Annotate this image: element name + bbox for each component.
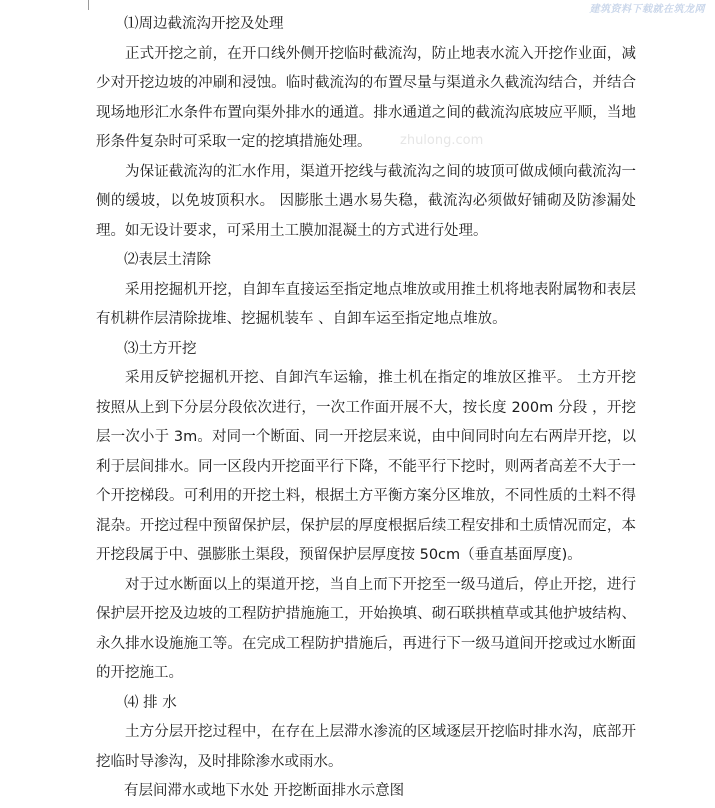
section-heading-intercept-ditch: ⑴周边截流沟开挖及处理 — [124, 16, 284, 32]
paragraph-topsoil: 采用挖掘机开挖，自卸车直接运至指定地点堆放或用推土机将地表附属物和表层有机耕作层清除拢堆、挖掘机装车 、自卸车运至指定地点堆放。 — [96, 281, 636, 327]
paragraph-drainage: 土方分层开挖过程中，在存在上层滞水渗流的区域逐层开挖临时排水沟，底部开挖临时导渗沟，及时排除渗水或雨水。 — [96, 724, 636, 770]
paragraph-earthwork-1: 采用反铲挖掘机开挖、自卸汽车运输，推土机在指定的堆放区推平。 土方开挖按照从上到下分层分段依次进行，一次工作面开展不大，按长度 200m 分段 ，开挖层一次小于 3m。对同一个断面、同一开挖层来说，由中间同时向左右两岸开挖，以利于层间排水。同一区段内开挖面平行下降，不能平行下挖时，则两者高差不大于一个开挖梯段。可利用的开挖土料，根据土方平衡方案分区堆放，不同性质的土料不得混杂。开挖过程中预留保护层，保护层的厚度根据后续工程安排和土质情况而定，本开挖段属于中、强膨胀土渠段，预留保护层厚度按 50cm（垂直基面厚度)。 — [96, 370, 636, 563]
figure-caption: 有层间滞水或地下水处 开挖断面排水示意图 — [124, 783, 405, 799]
paragraph-earthwork-2: 对于过水断面以上的渠道开挖，当自上而下开挖至一级马道后，停止开挖，进行保护层开挖及边坡的工程防护措施施工，开始换填、砌石联拱植草或其他护坡结构、永久排水设施施工等。在完成工程防护措施后，再进行下一级马道间开挖或过水断面的开挖施工。 — [96, 576, 636, 681]
section-heading-topsoil: ⑵表层土清除 — [124, 252, 211, 268]
section-heading-drainage: ⑷ 排 水 — [124, 694, 177, 711]
site-watermark: 建筑资料下载就在筑龙网 — [589, 4, 705, 15]
faint-watermark: zhulong.com — [400, 133, 484, 148]
paragraph-intercept-ditch-1: 正式开挖之前，在开口线外侧开挖临时截流沟，防止地表水流入开挖作业面，减少对开挖边坡的冲刷和浸蚀。临时截流沟的布置尽量与渠道永久截流沟结合，并结合现场地形汇水条件布置向渠外排水的通道。排水通道之间的截流沟底坡应平顺，当地形条件复杂时可采取一定的挖填措施处理。 — [96, 45, 636, 150]
page-corner-mark — [88, 0, 89, 10]
section-heading-earthwork: ⑶土方开挖 — [124, 340, 197, 357]
document-body — [96, 10, 636, 807]
paragraph-intercept-ditch-2: 为保证截流沟的汇水作用，渠道开挖线与截流沟之间的坡顶可做成倾向截流沟一侧的缓坡，以免坡顶积水。 因膨胀土遇水易失稳，截流沟必须做好铺砌及防渗漏处理。如无设计要求，可采用土工膜加混凝土的方式进行处理。 — [96, 163, 636, 239]
